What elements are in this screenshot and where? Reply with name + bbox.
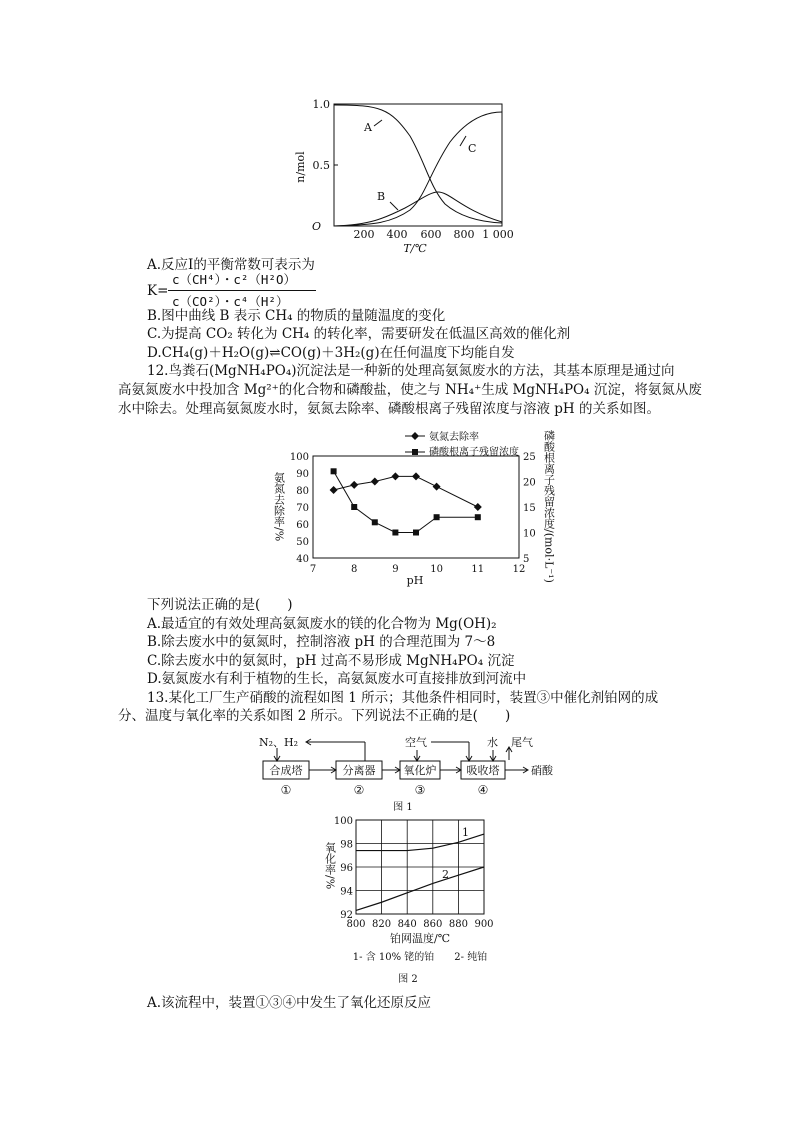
q11-option-a: A.反应Ⅰ的平衡常数可表示为 — [147, 257, 315, 273]
chart-1-xtick-label: 400 — [386, 228, 408, 241]
chart-3-ylabel: 氧化率/% — [323, 842, 337, 890]
removal-rate-point — [350, 481, 358, 489]
chart-3-ytick-label: 94 — [340, 886, 353, 898]
chart-2-yright-tick-label: 20 — [523, 477, 536, 489]
chart-1-pointer — [460, 136, 466, 146]
chart-2-yright-tick-label: 5 — [523, 554, 530, 565]
chart-2-yleft-tick-label: 60 — [296, 520, 309, 531]
chart-3 — [318, 812, 508, 992]
chart-3-ticks — [334, 816, 494, 930]
chart-2-yleft-ticks — [290, 452, 309, 565]
chart-2 — [265, 422, 565, 590]
chart-3-series — [356, 834, 484, 910]
chart-1 — [290, 92, 530, 257]
flow-num: ① — [280, 783, 292, 797]
removal-rate-line — [334, 476, 478, 507]
chart-3-ytick-label: 96 — [340, 863, 353, 874]
flow-product-label: 硝酸 — [531, 764, 553, 777]
figure-1-caption: 图 1 — [393, 802, 413, 813]
q12-stem-line: 水中除去。处理高氨氮废水时，氨氮去除率、磷酸根离子残留浓度与溶液 pH 的关系如图。 — [118, 401, 660, 417]
chart-2-frame — [313, 456, 519, 558]
chart-3-legend: 1- 含 10% 铑的铂 2- 纯铂 — [352, 952, 488, 963]
phosphate-point — [392, 530, 398, 536]
chart-3-xtick-label: 820 — [372, 919, 392, 930]
chart-3-curve-label: 2 — [442, 868, 449, 881]
chart-1-label-b: B — [377, 190, 386, 203]
chart-1-ylabel: n/mol — [294, 151, 307, 183]
removal-rate-point — [474, 503, 482, 511]
phosphate-point — [434, 514, 440, 520]
q13-stem-line: 分、温度与氧化率的关系如图 2 所示。下列说法不正确的是( ) — [118, 708, 511, 724]
phosphate-point — [372, 519, 378, 525]
q11-option-b: B.图中曲线 B 表示 CH₄ 的物质的量随温度的变化 — [147, 308, 446, 324]
legend-label: 磷酸根离子残留浓度 — [429, 447, 519, 458]
chart-2-xtick-label: 7 — [309, 564, 317, 575]
chart-1-pointer — [390, 202, 398, 210]
q13-stem-line: 13.某化工厂生产硝酸的流程如图 1 所示；其他条件相同时，装置③中催化剂铂网的成 — [147, 690, 659, 706]
phosphate-point — [413, 530, 419, 536]
k-label: K= — [147, 283, 169, 299]
chart-2-yright-ticks — [523, 452, 536, 565]
chart-2-yleft-label: 氨氮去除率/% — [272, 472, 286, 542]
chart-1-label-a: A — [364, 121, 372, 134]
chart-1-curve-c — [334, 112, 502, 226]
q11-option-d: D.CH₄(g)＋H₂O(g)⇌CO(g)＋3H₂(g)在任何温度下均能自发 — [147, 345, 515, 361]
chart-3-xtick-label: 800 — [346, 919, 366, 930]
chart-1-frame — [334, 104, 502, 226]
chart-1-curve-b — [334, 192, 502, 226]
removal-rate-point — [433, 483, 441, 491]
removal-rate-point — [391, 472, 399, 480]
phosphate-point — [475, 514, 481, 520]
chart-1-curve-a — [334, 105, 502, 223]
phosphate-line — [334, 471, 478, 532]
chart-2-yleft-tick-label: 100 — [289, 452, 309, 463]
chart-2-xtick-label: 8 — [351, 564, 358, 575]
q12-question: 下列说法正确的是( ) — [147, 597, 293, 613]
removal-rate-point — [330, 486, 338, 494]
chart-2-yleft-tick-label: 50 — [296, 537, 309, 548]
chart-2-xlabel: pH — [406, 574, 424, 587]
chart-2-xtick-label: 9 — [392, 564, 399, 575]
flow-num: ② — [353, 783, 365, 797]
chart-2-yright-tick-label: 15 — [523, 503, 536, 514]
removal-rate-point — [371, 478, 379, 486]
legend-square-marker — [412, 449, 418, 455]
chart-2-yleft-tick-label: 40 — [296, 554, 309, 565]
chart-3-xtick-label: 900 — [474, 919, 494, 930]
flow-diagram — [255, 730, 585, 818]
phosphate-point — [351, 504, 357, 510]
chart-3-xlabel: 铂网温度/℃ — [389, 932, 451, 945]
chart-3-ytick-label: 98 — [340, 839, 353, 851]
flow-air-label: 空气 — [405, 736, 427, 749]
chart-3-xtick-label: 860 — [423, 919, 443, 930]
flow-tail-gas-label: 尾气 — [511, 736, 533, 749]
flow-box-label: 氧化炉 — [403, 764, 437, 777]
q12-option-b: B.除去废水中的氨氮时，控制溶液 pH 的合理范围为 7～8 — [147, 634, 496, 650]
chart-1-xtick-label: 800 — [453, 228, 475, 241]
figure-2-caption: 图 2 — [398, 974, 418, 985]
chart-3-curve-label: 1 — [462, 826, 469, 839]
chart-1-ytick-label: 0.5 — [312, 159, 330, 172]
fraction-bar — [168, 290, 316, 291]
chart-2-yright-tick-label: 25 — [523, 452, 536, 463]
chart-2-yleft-tick-label: 80 — [296, 486, 309, 497]
k-denominator: c（CO²）・c⁴（H²） — [172, 294, 289, 309]
flow-water-label: 水 — [487, 736, 498, 749]
flow-num: ③ — [414, 783, 426, 797]
chart-2-yright-tick-label: 10 — [523, 528, 536, 540]
chart-1-xtick-label: 600 — [420, 228, 442, 241]
chart-1-xtick-label: 200 — [353, 228, 375, 241]
flow-feed-label: N₂、H₂ — [259, 736, 299, 749]
flow-box-label: 分离器 — [342, 764, 376, 777]
chart-3-ytick-label: 92 — [340, 910, 353, 921]
chart-1-label-c: C — [468, 142, 477, 155]
q11-option-c: C.为提高 CO₂ 转化为 CH₄ 的转化率，需要研发在低温区高效的催化剂 — [147, 326, 571, 342]
q12-stem-line: 12.鸟粪石(MgNH₄PO₄)沉淀法是一种新的处理高氨氮废水的方法，其基本原理是通过向 — [147, 363, 675, 379]
q12-option-d: D.氨氮废水有利于植物的生长，高氨氮废水可直接排放到河流中 — [147, 671, 527, 687]
chart-2-xtick-label: 12 — [512, 564, 526, 575]
chart-2-yleft-tick-label: 70 — [296, 503, 309, 514]
chart-1-ytick-label: 1.0 — [312, 98, 330, 111]
chart-3-xtick-label: 840 — [397, 919, 417, 930]
chart-1-xtick-label: 1 000 — [482, 228, 514, 241]
q12-option-a: A.最适宜的有效处理高氨氮废水的镁的化合物为 Mg(OH)₂ — [147, 616, 497, 632]
chart-1-xlabel: T/℃ — [403, 242, 427, 255]
chart-3-xtick-label: 880 — [448, 919, 468, 930]
chart-2-yleft-tick-label: 90 — [296, 469, 309, 480]
removal-rate-point — [412, 472, 420, 480]
flow-box-label: 合成塔 — [269, 764, 303, 777]
chart-3-curve-2 — [356, 867, 484, 910]
chart-3-ytick-label: 100 — [333, 816, 353, 827]
legend-diamond-marker — [411, 432, 419, 440]
phosphate-point — [331, 468, 337, 474]
chart-2-xtick-label: 11 — [471, 564, 485, 575]
q13-option-a: A.该流程中，装置①③④中发生了氧化还原反应 — [147, 995, 432, 1011]
legend-label: 氨氮去除率 — [429, 432, 479, 443]
chart-2-yright-label: 磷酸根离子残留浓度/(mol·L⁻¹) — [542, 430, 556, 583]
chart-2-xtick-label: 10 — [430, 564, 443, 575]
chart-1-origin: O — [312, 220, 322, 233]
flow-num: ④ — [477, 783, 489, 797]
k-numerator: c（CH⁴）・c²（H²O） — [172, 272, 296, 287]
q12-stem-line: 高氨氮废水中投加含 Mg²⁺的化合物和磷酸盐，使之与 NH₄⁺生成 MgNH₄PO₄ 沉淀，将氨氮从废 — [118, 382, 702, 398]
chart-1-pointer — [374, 120, 382, 126]
chart-2-series — [330, 468, 482, 535]
flow-box-label: 吸收塔 — [466, 764, 500, 777]
q12-option-c: C.除去废水中的氨氮时，pH 过高不易形成 MgNH₄PO₄ 沉淀 — [147, 653, 515, 669]
